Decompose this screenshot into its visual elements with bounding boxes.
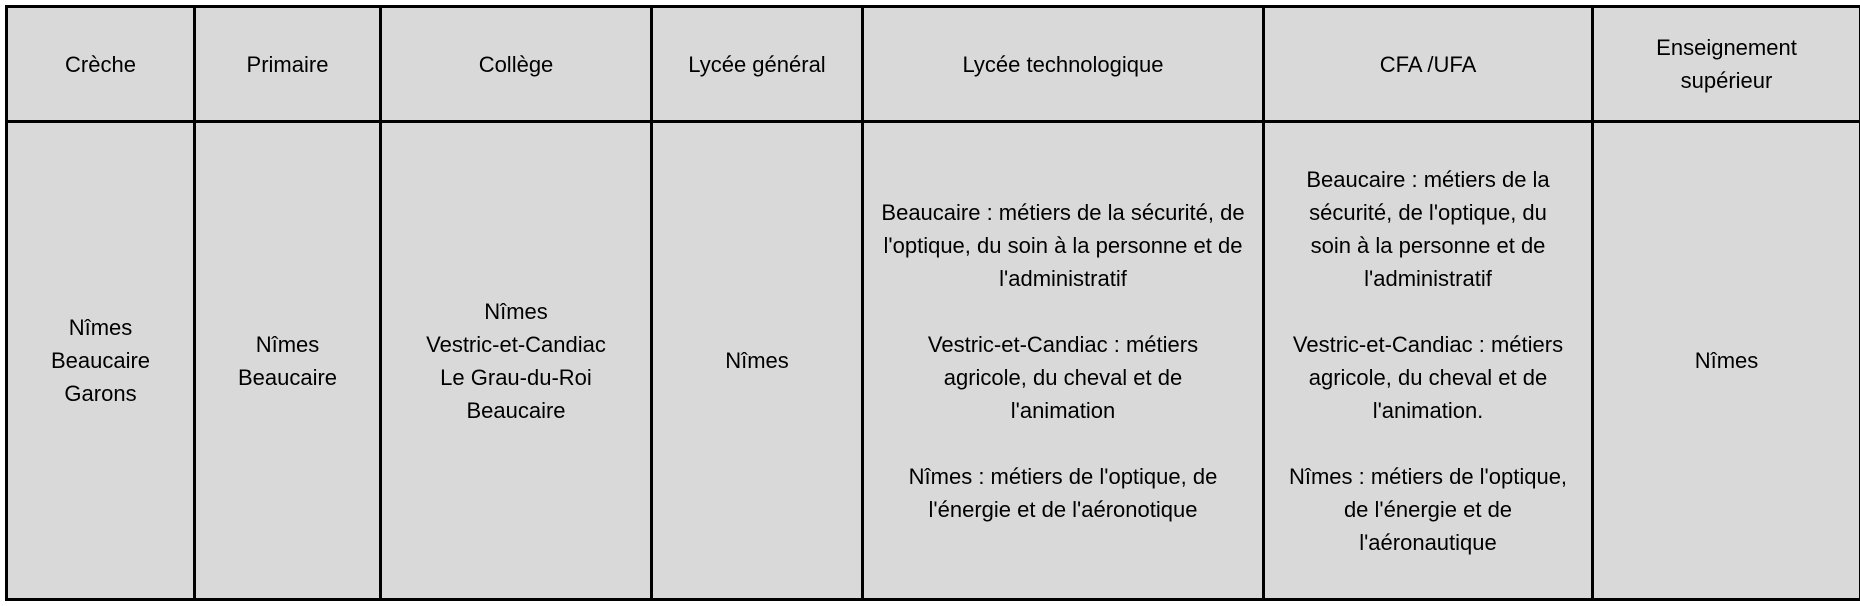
city-line: Beaucaire: [237, 364, 338, 390]
city-line: Beaucaire: [50, 348, 151, 373]
header-creche: Crèche: [7, 7, 195, 122]
cell-enseignement-superieur: Nîmes: [1593, 122, 1860, 600]
city-line: Nîmes: [68, 315, 133, 340]
city-line: Vestric-et-Candiac: [426, 331, 606, 357]
cell-lycee-general: Nîmes: [652, 122, 863, 600]
cell-lycee-technologique: [863, 122, 1264, 600]
cell-primaire: [195, 122, 381, 600]
header-enseignement-superieur: Enseignement supérieur: [1593, 7, 1860, 122]
cell-college: [381, 122, 652, 600]
city-line: Nîmes: [255, 331, 320, 357]
paragraph-vestric: Vestric-et-Candiac : métiers agricole, du cheval et de l'animation: [927, 331, 1199, 423]
header-college: Collège: [381, 7, 652, 122]
establishments-table: [5, 5, 1860, 601]
paragraph-beaucaire: Beaucaire : métiers de la sécurité, de l'optique, du soin à la personne et de l'administratif: [1306, 166, 1550, 291]
cell-cfa-ufa: [1264, 122, 1593, 600]
city-line: Beaucaire: [466, 397, 566, 423]
header-lycee-technologique: Lycée technologique: [863, 7, 1264, 122]
city-line: Nîmes: [484, 298, 548, 324]
paragraph-beaucaire: Beaucaire : métiers de la sécurité, de l'optique, du soin à la personne et de l'administratif: [881, 199, 1245, 291]
cell-creche: [7, 122, 195, 600]
city-line: Garons: [64, 381, 137, 406]
city-line: Le Grau-du-Roi: [440, 364, 592, 390]
paragraph-nimes: Nîmes : métiers de l'optique, de l'énergie et de l'aéronotique: [908, 463, 1218, 522]
data-row: [7, 122, 1860, 600]
paragraph-nimes: Nîmes : métiers de l'optique, de l'énergie et de l'aéronautique: [1288, 463, 1568, 555]
header-row: [7, 7, 1860, 122]
paragraph-vestric: Vestric-et-Candiac : métiers agricole, du cheval et de l'animation.: [1292, 331, 1564, 423]
header-primaire: Primaire: [195, 7, 381, 122]
header-cfa-ufa: CFA /UFA: [1264, 7, 1593, 122]
header-lycee-general: Lycée général: [652, 7, 863, 122]
